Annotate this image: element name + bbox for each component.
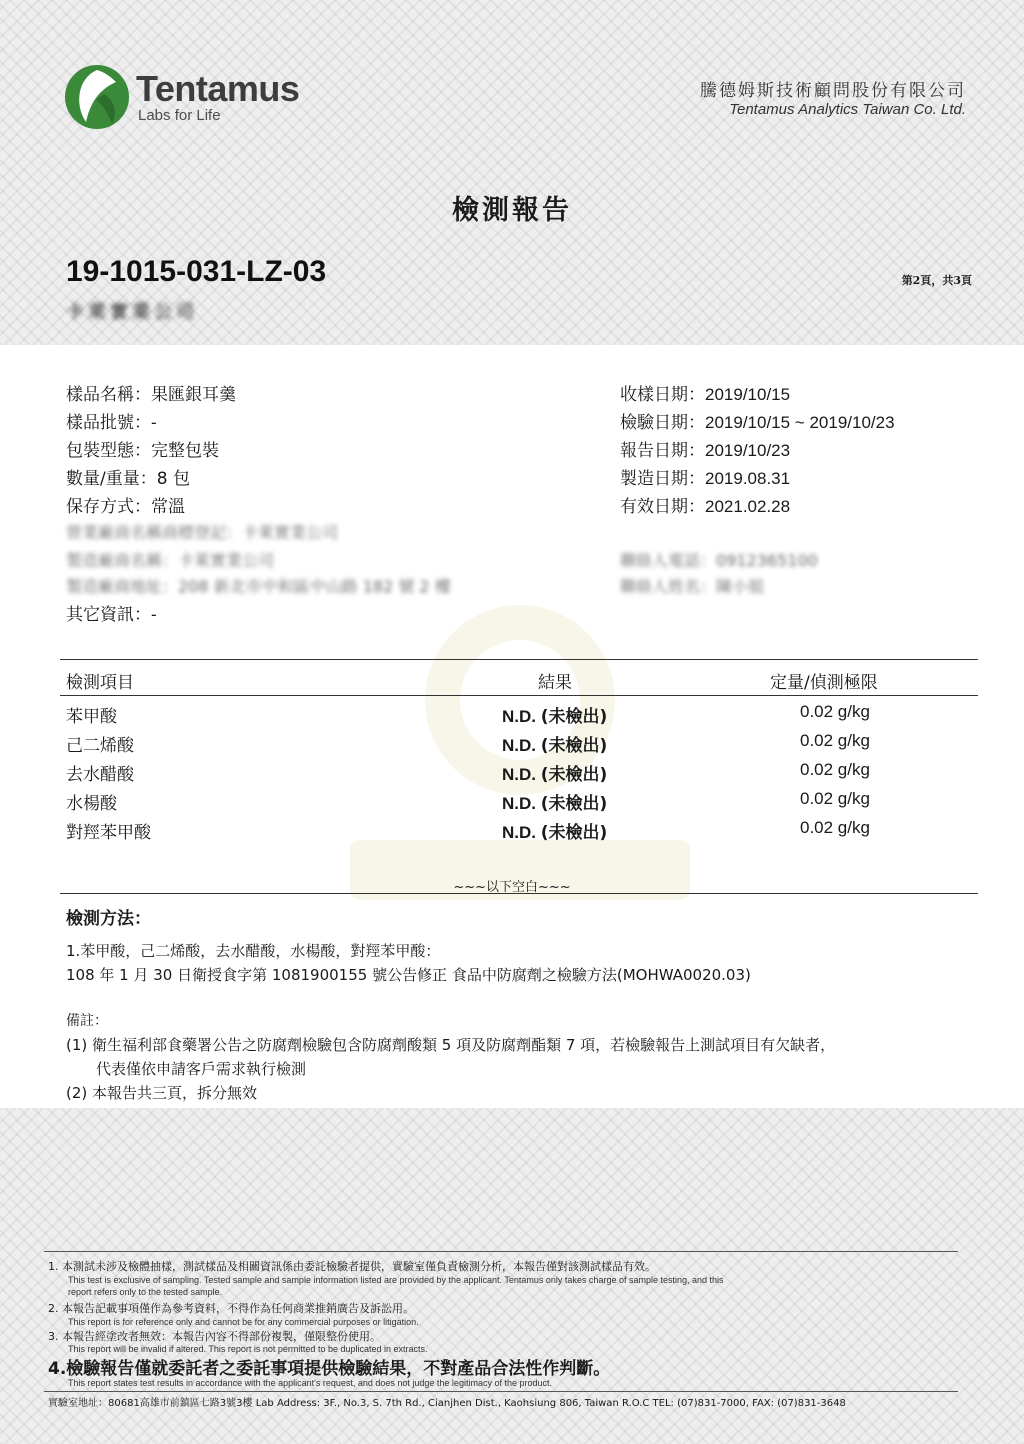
footer-note-4-en: This report states test results in accordance with the applicant's request, and does not judge the legitimacy of the product. — [68, 1378, 552, 1388]
table-row — [66, 789, 966, 818]
method-analytes: 1.苯甲酸，己二烯酸，去水醋酸，水楊酸，對羥苯甲酸： — [66, 942, 441, 960]
manufacture-date-value: 2019.08.31 — [705, 469, 791, 488]
report-date-value: 2019/10/23 — [705, 441, 791, 460]
footer-rule — [44, 1251, 958, 1252]
result-text: (未檢出) — [540, 707, 608, 727]
manufacture-date-label: 製造日期： — [620, 469, 705, 489]
test-date-value: 2019/10/15 ~ 2019/10/23 — [705, 413, 895, 432]
leaf-logo-icon — [64, 64, 130, 130]
batch-number-row — [66, 408, 157, 433]
table-row — [66, 818, 966, 847]
footer-note-4-zh: 4.檢驗報告僅就委託者之委託事項提供檢驗結果，不對產品合法性作判斷。 — [48, 1359, 611, 1379]
test-result — [502, 789, 607, 814]
table-row — [66, 702, 966, 731]
header-limit: 定量/偵測極限 — [770, 673, 878, 693]
test-result — [502, 731, 607, 756]
lab-address: 實驗室地址：80681高雄市前鎮區七路3號3樓 Lab Address: 3F., No.3, S. 7th Rd., Cianjhen Dist., Kaohsiung 806, Taiwan R.O.C TEL: (07)831-7000, FAX: (07)831-3648 — [48, 1398, 846, 1409]
client-name-redacted: 卡萊實業公司 — [66, 302, 198, 323]
received-date-value: 2019/10/15 — [705, 385, 791, 404]
result-text: (未檢出) — [540, 736, 608, 756]
table-bottom-rule — [60, 893, 978, 894]
footer-note-2-en: This report is for reference only and cannot be for any commercial purposes or litigation. — [68, 1317, 419, 1327]
detection-limit: 0.02 g/kg — [800, 818, 870, 837]
company-name-zh: 騰德姆斯技術顧問股份有限公司 — [700, 81, 966, 101]
expiry-date-row — [620, 492, 790, 517]
result-code: N.D. — [502, 794, 536, 813]
note-1-continued: 代表僅依申請客戶需求執行檢測 — [96, 1060, 307, 1078]
footer-note-1-en: This test is exclusive of sampling. Tested sample and sample information listed are provided by the applicant. Tentamus only takes charge of sample testing, and this — [68, 1275, 724, 1285]
header-result: 結果 — [538, 673, 572, 693]
other-info-value: - — [151, 605, 157, 624]
footer-note-3-zh: 3. 本報告經塗改者無效：本報告內容不得部份複製，僅限整份使用。 — [48, 1330, 381, 1343]
notes-title: 備註： — [66, 1013, 108, 1029]
result-code: N.D. — [502, 736, 536, 755]
method-title: 檢測方法： — [66, 909, 151, 929]
result-code: N.D. — [502, 707, 536, 726]
footer-address-rule — [44, 1391, 958, 1392]
report-number: 19-1015-031-LZ-03 — [66, 255, 327, 288]
logo-name: Tentamus — [136, 68, 300, 109]
footer-note-1-en-cont: report refers only to the tested sample. — [68, 1287, 223, 1297]
blank-below-note: ~~~以下空白~~~ — [453, 880, 571, 895]
test-item: 去水醋酸 — [66, 765, 134, 785]
footer-note-2-zh: 2. 本報告記載事項僅作為參考資料，不得作為任何商業推銷廣告及訴訟用。 — [48, 1302, 414, 1315]
header-background-pattern — [0, 0, 1024, 345]
detection-limit: 0.02 g/kg — [800, 789, 870, 808]
footer-note-3-en: This report will be invalid if altered. This report is not permitted to be duplicated in extracts. — [68, 1344, 428, 1354]
test-result — [502, 818, 607, 843]
page-number: 第2頁，共3頁 — [901, 274, 972, 287]
redacted-contact-phone: 聯絡人電話：0912365100 — [620, 551, 818, 570]
other-info-row — [66, 600, 157, 625]
packaging-label: 包裝型態： — [66, 441, 151, 461]
storage-row — [66, 492, 185, 517]
test-item: 己二烯酸 — [66, 736, 134, 756]
expiry-date-label: 有效日期： — [620, 497, 705, 517]
quantity-value: 8 包 — [156, 469, 190, 489]
logo-tagline: Labs for Life — [138, 107, 221, 124]
batch-number-value: - — [151, 413, 157, 432]
result-code: N.D. — [502, 765, 536, 784]
quantity-label: 數量/重量： — [66, 469, 157, 489]
report-date-row — [620, 436, 790, 461]
test-item: 苯甲酸 — [66, 707, 117, 727]
test-result — [502, 702, 607, 727]
redacted-manufacturer-line: 製造廠商名稱：卡萊實業公司 — [66, 551, 275, 570]
result-text: (未檢出) — [540, 794, 608, 814]
company-name-en: Tentamus Analytics Taiwan Co. Ltd. — [729, 101, 966, 118]
tentamus-logo — [64, 60, 314, 140]
result-text: (未檢出) — [540, 765, 608, 785]
sample-name-row — [66, 380, 236, 405]
header-test-item: 檢測項目 — [66, 673, 134, 693]
test-date-label: 檢驗日期： — [620, 413, 705, 433]
redacted-vendor-line: 營業廠商名稱商標登記：卡萊實業公司 — [66, 523, 339, 542]
test-result — [502, 760, 607, 785]
report-title: 檢測報告 — [452, 195, 572, 226]
detection-limit: 0.02 g/kg — [800, 702, 870, 721]
table-row — [66, 760, 966, 789]
sample-name-label: 樣品名稱： — [66, 385, 151, 405]
manufacture-date-row — [620, 464, 790, 489]
redacted-address-line: 製造廠商地址：208 新北市中和區中山路 182 號 2 樓 — [66, 577, 451, 596]
storage-label: 保存方式： — [66, 497, 151, 517]
test-item: 對羥苯甲酸 — [66, 823, 151, 843]
batch-number-label: 樣品批號： — [66, 413, 151, 433]
detection-limit: 0.02 g/kg — [800, 731, 870, 750]
test-item: 水楊酸 — [66, 794, 117, 814]
received-date-row — [620, 380, 790, 405]
report-date-label: 報告日期： — [620, 441, 705, 461]
footer-note-1-zh: 1. 本測試未涉及檢體抽樣，測試樣品及相關資訊係由委託檢驗者提供，實驗室僅負責檢測分析，本報告僅對該測試樣品有效。 — [48, 1260, 656, 1273]
storage-value: 常溫 — [151, 497, 185, 517]
note-2: (2) 本報告共三頁，拆分無效 — [66, 1084, 258, 1102]
redacted-contact-name: 聯絡人姓名：陳小姐 — [620, 577, 765, 596]
table-row — [66, 731, 966, 760]
sample-name-value: 果匯銀耳羹 — [151, 385, 236, 405]
detection-limit: 0.02 g/kg — [800, 760, 870, 779]
table-top-rule — [60, 659, 978, 660]
method-reference: 108 年 1 月 30 日衛授食字第 1081900155 號公告修正 食品中防腐劑之檢驗方法(MOHWA0020.03) — [66, 966, 751, 984]
packaging-value: 完整包裝 — [151, 441, 219, 461]
packaging-row — [66, 436, 219, 461]
result-text: (未檢出) — [540, 823, 608, 843]
result-code: N.D. — [502, 823, 536, 842]
received-date-label: 收樣日期： — [620, 385, 705, 405]
quantity-row — [66, 464, 190, 489]
table-header-rule — [60, 695, 978, 696]
note-1: (1) 衛生福利部食藥署公告之防腐劑檢驗包含防腐劑酸類 5 項及防腐劑酯類 7 項，若檢驗報告上測試項目有欠缺者， — [66, 1036, 836, 1054]
test-date-row — [620, 408, 895, 433]
other-info-label: 其它資訊： — [66, 605, 151, 625]
expiry-date-value: 2021.02.28 — [705, 497, 791, 516]
